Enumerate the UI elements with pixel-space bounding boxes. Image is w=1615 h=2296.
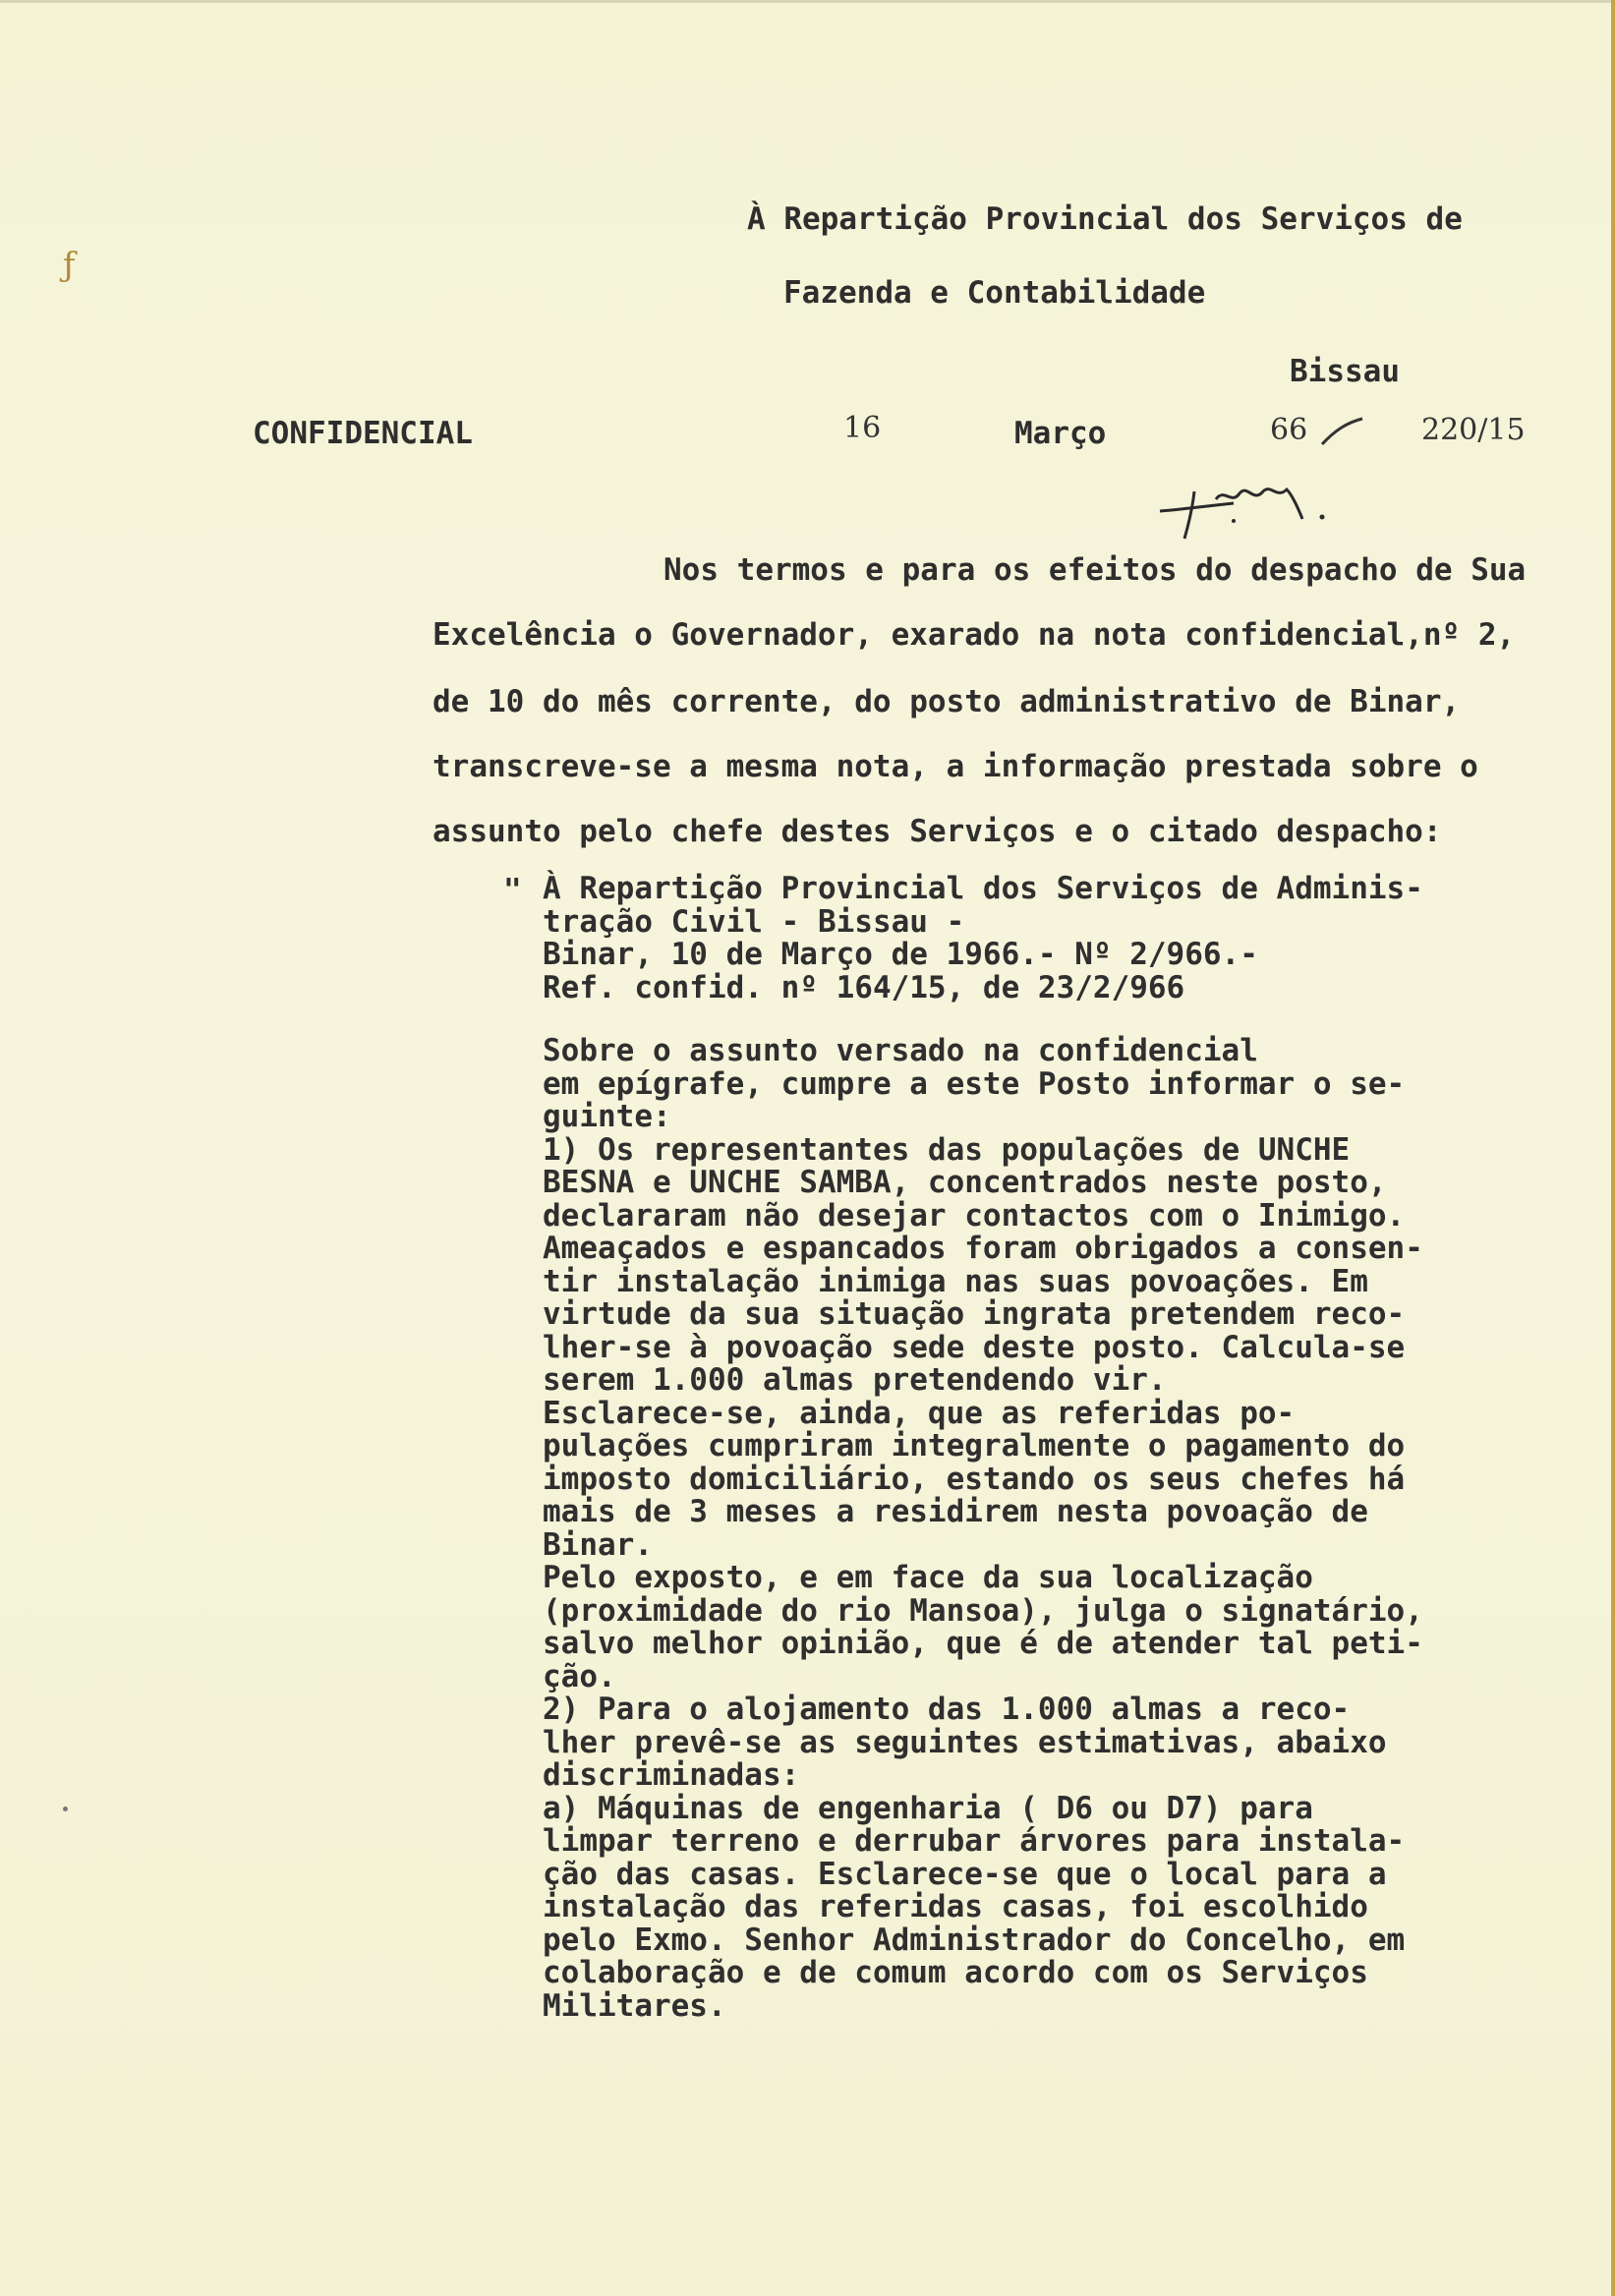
quote-text-line: discriminadas: (543, 1757, 800, 1793)
quote-text-line: colaboração e de comum acordo com os Serviços (543, 1955, 1368, 1990)
quote-text-line: instalação das referidas casas, foi escolhido (543, 1889, 1368, 1924)
quote-text-line: em epígrafe, cumpre a este Posto informar o se- (543, 1065, 1406, 1102)
separator-slash-icon (1317, 413, 1366, 452)
quote-text-line: Binar. (543, 1526, 653, 1563)
quote-text-line: declararam não desejar contactos com o Inimigo. (543, 1197, 1406, 1234)
quote-text-line: tir instalação inimiga nas suas povoações. Em (543, 1263, 1368, 1299)
quote-header-line: Ref. confid. nº 164/15, de 23/2/966 (543, 969, 1185, 1005)
reference-number: 220/15 (1421, 413, 1526, 447)
quote-text-line: a) Máquinas de engenharia ( D6 ou D7) para (543, 1790, 1313, 1826)
quote-text-line: Militares. (543, 1987, 726, 2024)
quote-text-line: ção. (543, 1658, 616, 1694)
opening-quote-mark: " (503, 873, 522, 908)
margin-dot (63, 1807, 68, 1811)
quote-text-line: guinte: (543, 1099, 671, 1134)
classification-label: CONFIDENCIAL (253, 416, 473, 451)
margin-pencil-mark: ƒ (63, 246, 76, 285)
date-day: 16 (843, 411, 882, 445)
date-month: Março (1014, 416, 1107, 451)
quote-text-line: 2) Para o alojamento das 1.000 almas a reco- (543, 1692, 1351, 1727)
body-line: Excelência o Governador, exarado na nota confidencial,nº 2, (433, 617, 1516, 653)
page-right-edge (1611, 0, 1615, 2296)
quote-text-line: lher prevê-se as seguintes estimativas, abaixo (543, 1724, 1387, 1760)
quote-text-line: Ameaçados e espancados foram obrigados a consen- (543, 1231, 1423, 1266)
quote-text-line: serem 1.000 almas pretendendo vir. (543, 1362, 1167, 1398)
quote-text-line: pulações cumpriram integralmente o pagamento do (543, 1428, 1406, 1464)
quoted-note (543, 873, 1526, 2023)
quote-text-line: ção das casas. Esclarece-se que o local para a (543, 1856, 1387, 1892)
quote-text-line: pelo Exmo. Senhor Administrador do Concelho, em (543, 1922, 1406, 1958)
quote-text-line: Esclarece-se, ainda, que as referidas po- (543, 1395, 1296, 1431)
quote-text-line: Pelo exposto, e em face da sua localização (543, 1560, 1313, 1595)
quote-text-line: imposto domiciliário, estando os seus chefes há (543, 1461, 1406, 1497)
paragraph-gap (543, 1004, 1526, 1035)
quote-text-line: salvo melhor opinião, que é de atender tal peti- (543, 1626, 1423, 1661)
quote-text-line: lher-se à povoação sede deste posto. Calcula-se (543, 1329, 1406, 1365)
quote-header-line: Binar, 10 de Março de 1966.- Nº 2/966.- (543, 937, 1258, 972)
page-top-edge (0, 0, 1615, 3)
body-line: transcreve-se a mesma nota, a informação prestada sobre o (433, 749, 1478, 784)
handwritten-signature-icon (1155, 470, 1381, 548)
quote-text-line: virtude da sua situação ingrata pretendem reco- (543, 1296, 1406, 1332)
quote-header-line: À Repartição Provincial dos Serviços de Adminis- (543, 871, 1423, 906)
place-name: Bissau (1290, 354, 1400, 389)
quote-text-line: 1) Os representantes das populações de UNCHE (543, 1131, 1351, 1168)
body-line: de 10 do mês corrente, do posto administrativo de Binar, (433, 684, 1461, 719)
quote-text-line: limpar terreno e derrubar árvores para instala- (543, 1823, 1406, 1859)
quote-header-line: tração Civil - Bissau - (543, 903, 965, 940)
recipient-line-2: Fazenda e Contabilidade (783, 275, 1206, 311)
body-line: assunto pelo chefe destes Serviços e o citado despacho: (433, 814, 1442, 849)
quote-text-line: mais de 3 meses a residirem nesta povoação de (543, 1494, 1368, 1529)
quote-text-line: Sobre o assunto versado na confidencial (543, 1033, 1258, 1068)
body-line: Nos termos e para os efeitos do despacho de Sua (663, 552, 1527, 588)
recipient-line-1: À Repartição Provincial dos Serviços de (747, 201, 1463, 237)
quote-text-line: BESNA e UNCHE SAMBA, concentrados neste posto, (543, 1165, 1387, 1200)
date-year: 66 (1270, 413, 1308, 447)
quote-text-line: (proximidade do rio Mansoa), julga o signatário, (543, 1592, 1423, 1629)
